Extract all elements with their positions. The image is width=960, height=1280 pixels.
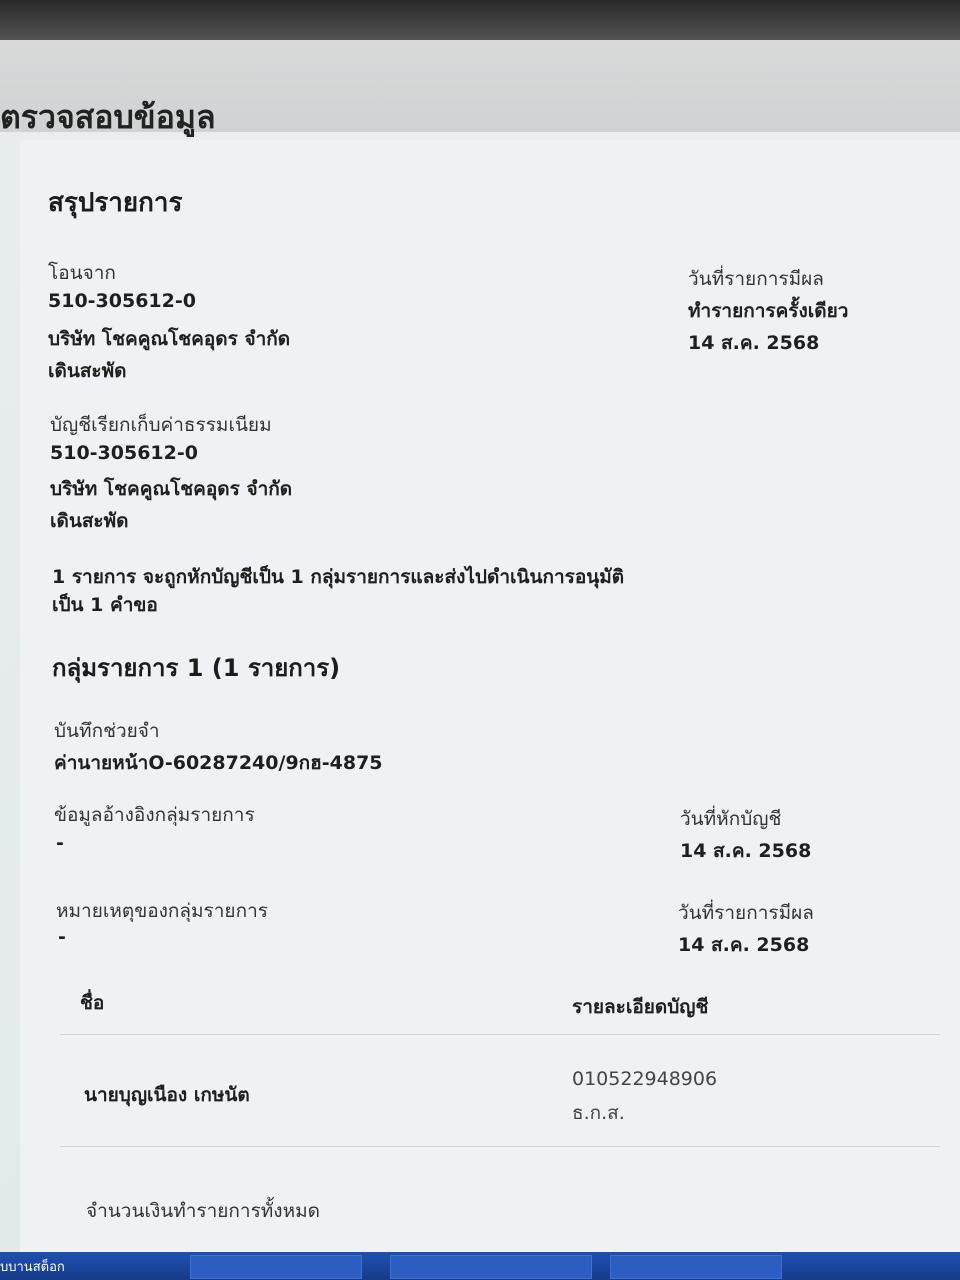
from-label: โอนจาก (48, 262, 116, 284)
recipient-name: นายบุญเนือง เกษนัต (84, 1084, 250, 1106)
table-header-name: ชื่อ (80, 992, 105, 1014)
from-type: เดินสะพัด (48, 360, 127, 382)
effective-mode: ทำรายการครั้งเดียว (688, 300, 849, 322)
table-row-divider (60, 1146, 940, 1147)
group-note-value: - (58, 926, 66, 948)
header-bar (0, 40, 960, 136)
group-effective-value: 14 ส.ค. 2568 (678, 934, 810, 956)
page-title: ตรวจสอบข้อมูล (0, 98, 216, 136)
taskbar-item[interactable] (390, 1255, 592, 1279)
memo-label: บันทึกช่วยจำ (54, 720, 160, 742)
from-account: 510-305612-0 (48, 290, 196, 312)
fee-account-name: บริษัท โชคคูณโชคอุดร จำกัด (50, 478, 293, 500)
fee-account-label: บัญชีเรียกเก็บค่าธรรมเนียม (50, 414, 272, 436)
table-header-divider (60, 1034, 940, 1035)
recipient-account: 010522948906 (572, 1068, 718, 1090)
table-header-account: รายละเอียดบัญชี (572, 996, 709, 1018)
effective-date: 14 ส.ค. 2568 (688, 332, 820, 354)
total-amount-label: จำนวนเงินทำรายการทั้งหมด (86, 1200, 320, 1222)
recipient-bank: ธ.ก.ส. (572, 1102, 625, 1124)
fee-account-number: 510-305612-0 (50, 442, 198, 464)
debit-date-label: วันที่หักบัญชี (680, 808, 782, 830)
effective-label: วันที่รายการมีผล (688, 268, 824, 290)
taskbar (0, 1252, 960, 1280)
memo-value: ค่านายหน้าO-60287240/9กฮ-4875 (54, 752, 383, 774)
notice-line2: เป็น 1 คำขอ (52, 594, 158, 616)
from-name: บริษัท โชคคูณโชคอุดร จำกัด (48, 328, 291, 350)
taskbar-item[interactable] (190, 1255, 362, 1279)
summary-heading: สรุปรายการ (48, 188, 183, 218)
group-ref-label: ข้อมูลอ้างอิงกลุ่มรายการ (54, 804, 255, 826)
taskbar-item[interactable] (610, 1255, 782, 1279)
notice-line1: 1 รายการ จะถูกหักบัญชีเป็น 1 กลุ่มรายการและส่งไปดำเนินการอนุมัติ (52, 566, 625, 588)
taskbar-start-label[interactable]: บบานสต็อก (0, 1260, 65, 1275)
group-ref-value: - (56, 832, 64, 854)
group-effective-label: วันที่รายการมีผล (678, 902, 814, 924)
debit-date-value: 14 ส.ค. 2568 (680, 840, 812, 862)
group-heading: กลุ่มรายการ 1 (1 รายการ) (52, 654, 341, 682)
group-note-label: หมายเหตุของกลุ่มรายการ (56, 900, 268, 922)
fee-account-type: เดินสะพัด (50, 510, 129, 532)
